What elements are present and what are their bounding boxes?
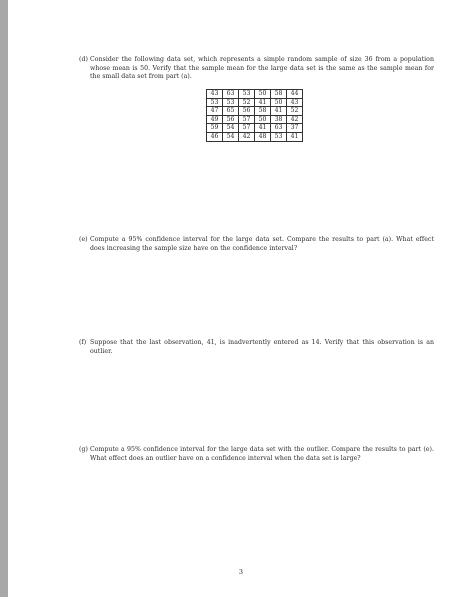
question-f-text: Suppose that the last observation, 41, is inadvertently entered as 14. Verify that this observation is an outlier. xyxy=(90,339,434,355)
table-cell: 49 xyxy=(207,115,223,124)
table-cell: 37 xyxy=(287,124,303,133)
question-e-label: (e) xyxy=(79,236,88,243)
table-cell: 43 xyxy=(207,90,223,99)
table-cell: 38 xyxy=(271,115,287,124)
table-cell: 57 xyxy=(239,115,255,124)
question-g-label: (g) xyxy=(79,446,88,453)
table-cell: 53 xyxy=(207,98,223,107)
table-cell: 42 xyxy=(287,115,303,124)
table-cell: 46 xyxy=(207,132,223,141)
table-cell: 41 xyxy=(287,132,303,141)
table-cell: 57 xyxy=(239,124,255,133)
question-d xyxy=(79,56,434,82)
table-row xyxy=(207,90,303,99)
table-row xyxy=(207,115,303,124)
table-cell: 63 xyxy=(223,90,239,99)
table-cell: 41 xyxy=(255,124,271,133)
question-e-text: Compute a 95% confidence interval for the large data set. Compare the results to part (a). What effect does increasing the sample size have on the confidence interval? xyxy=(90,236,434,252)
table-row xyxy=(207,98,303,107)
table-row xyxy=(207,132,303,141)
question-f xyxy=(79,339,434,356)
table-cell: 53 xyxy=(271,132,287,141)
table-cell: 59 xyxy=(207,124,223,133)
page-number: 3 xyxy=(238,568,244,576)
table-cell: 42 xyxy=(239,132,255,141)
table-cell: 48 xyxy=(255,132,271,141)
data-table xyxy=(206,89,303,142)
question-d-label: (d) xyxy=(79,56,88,63)
document-page xyxy=(8,0,474,597)
table-cell: 53 xyxy=(239,90,255,99)
table-cell: 52 xyxy=(239,98,255,107)
table-cell: 50 xyxy=(255,90,271,99)
table-cell: 58 xyxy=(271,90,287,99)
table-cell: 54 xyxy=(223,124,239,133)
table-cell: 52 xyxy=(287,107,303,116)
table-cell: 44 xyxy=(287,90,303,99)
table-cell: 56 xyxy=(223,115,239,124)
table-cell: 56 xyxy=(239,107,255,116)
viewer-left-border xyxy=(0,0,8,597)
table-cell: 58 xyxy=(255,107,271,116)
table-cell: 41 xyxy=(271,107,287,116)
table-row xyxy=(207,124,303,133)
table-cell: 63 xyxy=(271,124,287,133)
question-d-text: Consider the following data set, which represents a simple random sample of size 36 from a population whose mean is 50. Verify that the sample mean for the large data set is the same as the sample mean for the small data set from part (a). xyxy=(90,56,434,81)
table-cell: 47 xyxy=(207,107,223,116)
table-cell: 65 xyxy=(223,107,239,116)
table-cell: 50 xyxy=(255,115,271,124)
table-row xyxy=(207,107,303,116)
table-cell: 50 xyxy=(271,98,287,107)
question-g xyxy=(79,446,434,463)
table-cell: 43 xyxy=(287,98,303,107)
table-cell: 53 xyxy=(223,98,239,107)
question-f-label: (f) xyxy=(79,339,87,346)
question-g-text: Compute a 95% confidence interval for the large data set with the outlier. Compare the results to part (e). What effect does an outlier have on a confidence interval when the data set is large? xyxy=(90,446,434,462)
question-e xyxy=(79,236,434,253)
table-cell: 41 xyxy=(255,98,271,107)
table-cell: 54 xyxy=(223,132,239,141)
